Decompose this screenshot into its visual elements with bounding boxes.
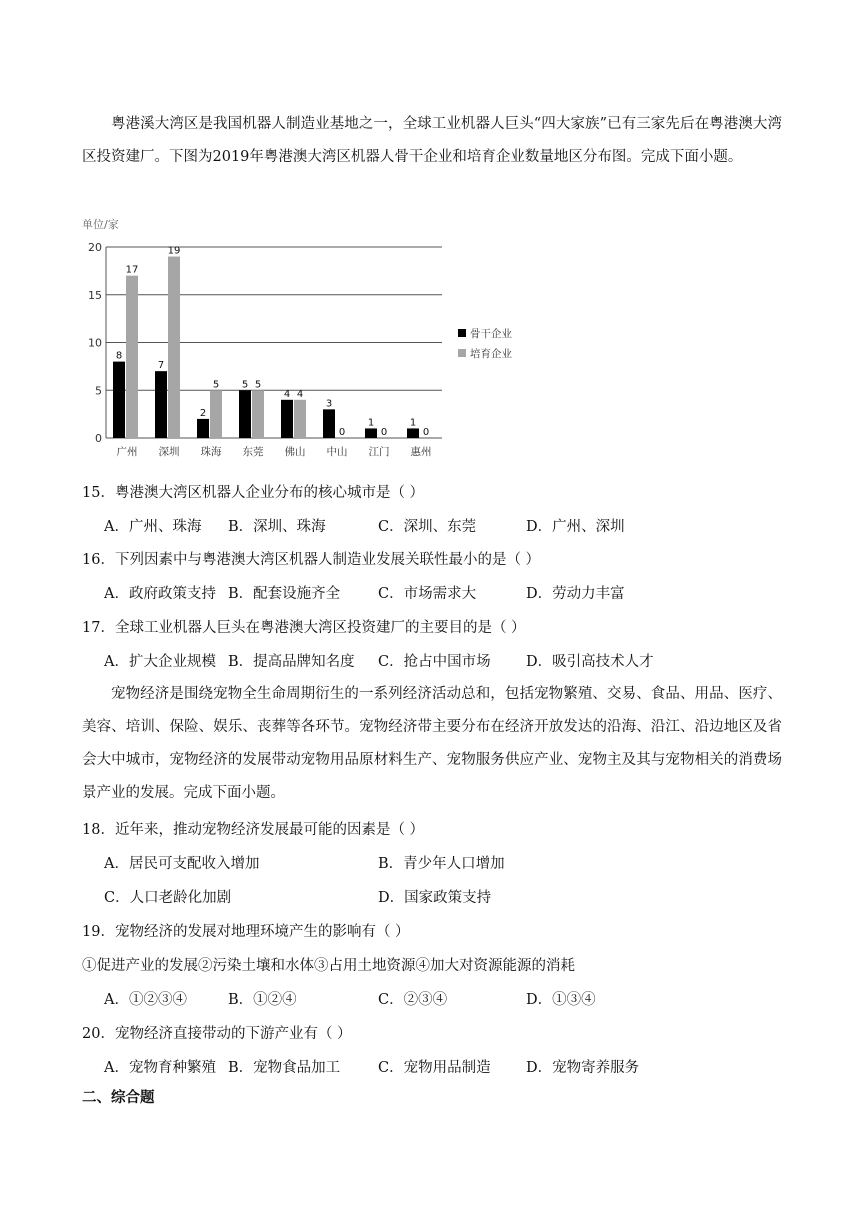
option-17-a[interactable]: A．扩大企业规模 xyxy=(104,654,216,670)
bar-backbone-7 xyxy=(407,428,419,438)
unit-label: 单位/家 xyxy=(82,218,119,231)
question-17: 17．全球工业机器人巨头在粤港澳大湾区投资建厂的主要目的是（ ） xyxy=(82,620,526,636)
option-17-b[interactable]: B．提高品牌知名度 xyxy=(228,654,355,670)
option-19-d[interactable]: D．①③④ xyxy=(526,992,596,1008)
bar-backbone-1 xyxy=(155,371,167,438)
data-label-backbone-0: 8 xyxy=(115,350,123,362)
y-tick-10: 10 xyxy=(88,336,102,350)
x-tick-4: 佛山 xyxy=(284,446,306,458)
bar-backbone-0 xyxy=(113,362,125,438)
question-20: 20．宠物经济直接带动的下游产业有（ ） xyxy=(82,1026,352,1042)
bar-cultivated-0 xyxy=(126,276,138,438)
option-18-a[interactable]: A．居民可支配收入增加 xyxy=(104,856,260,872)
option-18-d[interactable]: D．国家政策支持 xyxy=(378,890,492,906)
option-17-c[interactable]: C．抢占中国市场 xyxy=(378,654,491,670)
section-title: 二、综合题 xyxy=(82,1090,155,1106)
question-18: 18．近年来，推动宠物经济发展最可能的因素是（ ） xyxy=(82,822,425,838)
data-label-backbone-1: 7 xyxy=(157,360,165,372)
question-19-statement: ①促进产业的发展②污染土壤和水体③占用土地资源④加大对资源能源的消耗 xyxy=(82,958,575,974)
x-tick-5: 中山 xyxy=(326,446,348,458)
option-15-a[interactable]: A．广州、珠海 xyxy=(104,519,202,535)
question-15: 15．粤港澳大湾区机器人企业分布的核心城市是（ ） xyxy=(82,485,425,501)
option-15-d[interactable]: D．广州、深圳 xyxy=(526,519,625,535)
x-tick-6: 江门 xyxy=(368,446,390,458)
option-18-b[interactable]: B．青少年人口增加 xyxy=(378,856,505,872)
data-label-backbone-6: 1 xyxy=(367,417,375,429)
x-tick-0: 广州 xyxy=(116,446,138,458)
option-15-b[interactable]: B．深圳、珠海 xyxy=(228,519,326,535)
x-tick-3: 东莞 xyxy=(242,446,264,458)
enterprise-bar-chart xyxy=(82,212,542,462)
y-tick-0: 0 xyxy=(95,432,102,445)
question-16: 16．下列因素中与粤港澳大湾区机器人制造业发展关联性最小的是（ ） xyxy=(82,552,541,568)
option-16-b[interactable]: B．配套设施齐全 xyxy=(228,586,341,602)
x-tick-7: 惠州 xyxy=(410,446,432,458)
data-label-backbone-5: 3 xyxy=(325,398,333,410)
option-18-c[interactable]: C．人口老龄化加剧 xyxy=(104,890,232,906)
x-tick-1: 深圳 xyxy=(158,446,180,458)
bar-cultivated-1 xyxy=(168,257,180,438)
option-19-a[interactable]: A．①②③④ xyxy=(104,992,187,1008)
data-label-cultivated-5: 0 xyxy=(338,427,346,438)
bar-backbone-5 xyxy=(323,409,335,438)
option-16-a[interactable]: A．政府政策支持 xyxy=(104,586,216,602)
data-label-backbone-7: 1 xyxy=(409,417,417,429)
data-label-cultivated-6: 0 xyxy=(380,427,388,438)
bar-backbone-3 xyxy=(239,390,251,438)
bar-backbone-2 xyxy=(197,419,209,438)
y-tick-15: 15 xyxy=(88,288,102,302)
bar-cultivated-3 xyxy=(252,390,264,438)
y-tick-5: 5 xyxy=(95,384,102,398)
bar-cultivated-4 xyxy=(294,400,306,438)
option-19-c[interactable]: C．②③④ xyxy=(378,992,448,1008)
y-tick-20: 20 xyxy=(88,241,102,254)
legend-swatch-0 xyxy=(458,329,466,337)
option-20-c[interactable]: C．宠物用品制造 xyxy=(378,1060,491,1076)
bar-backbone-4 xyxy=(281,400,293,438)
bar-cultivated-2 xyxy=(210,390,222,438)
data-label-cultivated-3: 5 xyxy=(254,379,262,391)
option-16-d[interactable]: D．劳动力丰富 xyxy=(526,586,625,602)
option-20-d[interactable]: D．宠物寄养服务 xyxy=(526,1060,640,1076)
option-20-b[interactable]: B．宠物食品加工 xyxy=(228,1060,341,1076)
data-label-backbone-4: 4 xyxy=(283,388,291,400)
option-16-c[interactable]: C．市场需求大 xyxy=(378,586,477,602)
data-label-cultivated-7: 0 xyxy=(422,427,430,438)
option-17-d[interactable]: D．吸引高技术人才 xyxy=(526,654,654,670)
data-label-cultivated-0: 17 xyxy=(125,264,139,276)
data-label-cultivated-1: 19 xyxy=(167,245,181,257)
passage-pet-economy: 宠物经济是围绕宠物全生命周期衍生的一系列经济活动总和，包括宠物繁殖、交易、食品、用品、医疗、美容、培训、保险、娱乐、丧葬等各环节。宠物经济带主要分布在经济开放发达的沿海、沿江、沿边地区及省会大中城市，宠物经济的发展带动宠物用品原材料生产、宠物服务供应产业、宠物主及其与宠物相关的消费场景产业的发展。完成下面小题。 xyxy=(82,686,782,801)
x-tick-2: 珠海 xyxy=(200,446,222,458)
legend-label-1: 培育企业 xyxy=(470,348,512,360)
option-15-c[interactable]: C．深圳、东莞 xyxy=(378,519,477,535)
option-20-a[interactable]: A．宠物育种繁殖 xyxy=(104,1060,216,1076)
data-label-backbone-2: 2 xyxy=(199,407,207,419)
bar-backbone-6 xyxy=(365,428,377,438)
legend-swatch-1 xyxy=(458,349,466,357)
data-label-cultivated-4: 4 xyxy=(296,388,304,400)
option-19-b[interactable]: B．①②④ xyxy=(228,992,297,1008)
data-label-cultivated-2: 5 xyxy=(212,379,220,391)
passage-robotics: 粤港溪大湾区是我国机器人制造业基地之一，全球工业机器人巨头“四大家族”已有三家先后在粤港澳大湾区投资建厂。下图为2019年粤港澳大湾区机器人骨干企业和培育企业数量地区分布图。完成下面小题。 xyxy=(82,116,782,165)
legend-label-0: 骨干企业 xyxy=(470,328,512,340)
question-19: 19．宠物经济的发展对地理环境产生的影响有（ ） xyxy=(82,924,410,940)
data-label-backbone-3: 5 xyxy=(241,379,249,391)
